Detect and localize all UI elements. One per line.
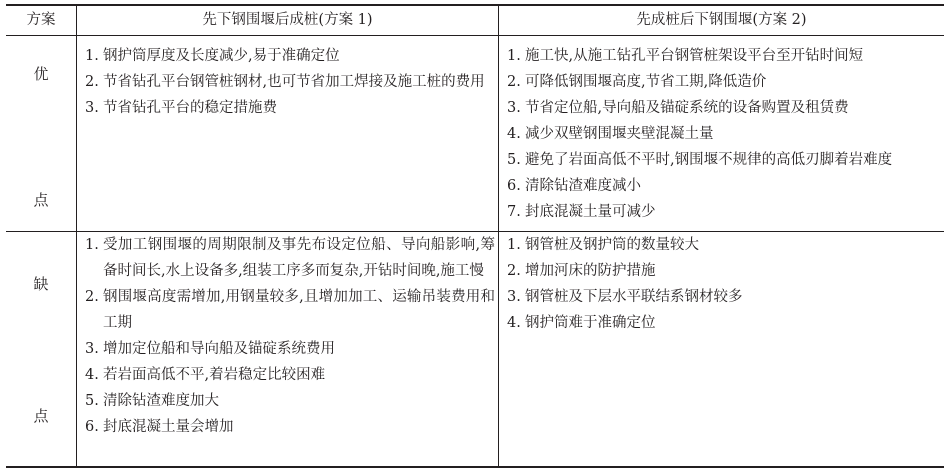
header-label-column: 方案 xyxy=(26,12,56,28)
list-item-text: 钢管桩及钢护筒的数量较大 xyxy=(525,237,699,253)
list-item-text: 清除钻渣难度加大 xyxy=(103,393,219,409)
list-item-text: 封底混凝土量会增加 xyxy=(103,419,234,435)
list-item-number: 4. xyxy=(85,367,99,383)
list-item xyxy=(85,362,495,388)
list-item xyxy=(507,43,941,69)
list-item-number: 1. xyxy=(85,237,99,253)
header-rule xyxy=(6,35,944,36)
list-item-text: 节省钻孔平台的稳定措施费 xyxy=(103,100,277,116)
list-item-text: 受加工钢围堰的周期限制及事先布设定位船、导向船影响,筹备时间长,水上设备多,组装工序多而复杂,开钻时间晚,施工慢 xyxy=(103,237,495,279)
list-item xyxy=(85,284,495,336)
list-item-number: 3. xyxy=(507,289,521,305)
list-item xyxy=(85,414,495,440)
list-item-number: 2. xyxy=(85,289,99,305)
list-item-number: 2. xyxy=(85,74,99,90)
list-item-text: 钢护筒难于准确定位 xyxy=(525,315,656,331)
list-item xyxy=(507,258,941,284)
list-item xyxy=(85,336,495,362)
disadvantages-label-top: 缺 xyxy=(33,275,49,293)
list-item-text: 施工快,从施工钻孔平台钢管桩架设平台至开钻时间短 xyxy=(525,48,864,64)
list-item xyxy=(507,69,941,95)
list-item-text: 清除钻渣难度减小 xyxy=(525,178,641,194)
list-item-number: 6. xyxy=(507,178,521,194)
comparison-table xyxy=(6,4,944,468)
list-item-text: 避免了岩面高低不平时,钢围堰不规律的高低刃脚着岩难度 xyxy=(525,152,893,168)
list-item-number: 6. xyxy=(85,419,99,435)
list-item-number: 3. xyxy=(85,100,99,116)
list-item xyxy=(507,284,941,310)
list-item xyxy=(507,199,941,225)
list-item xyxy=(85,95,495,121)
list-item-number: 5. xyxy=(85,393,99,409)
advantages-plan1-cell xyxy=(85,43,495,121)
list-item-text: 钢管桩及下层水平联结系钢材较多 xyxy=(525,289,743,305)
list-item xyxy=(507,121,941,147)
list-item-text: 节省钻孔平台钢管桩钢材,也可节省加工焊接及施工桩的费用 xyxy=(103,74,485,90)
list-item xyxy=(507,95,941,121)
list-item-number: 2. xyxy=(507,263,521,279)
disadvantages-plan1-cell xyxy=(85,232,495,440)
list-item-number: 3. xyxy=(85,341,99,357)
list-item xyxy=(507,232,941,258)
list-item-text: 减少双壁钢围堰夹壁混凝土量 xyxy=(525,126,714,142)
advantages-label-bottom: 点 xyxy=(33,191,49,209)
list-item xyxy=(85,69,495,95)
list-item-number: 7. xyxy=(507,204,521,220)
list-item-number: 4. xyxy=(507,315,521,331)
list-item xyxy=(507,173,941,199)
list-item-number: 1. xyxy=(85,48,99,64)
disadvantages-label-bottom: 点 xyxy=(33,407,49,425)
list-item-text: 可降低钢围堰高度,节省工期,降低造价 xyxy=(525,74,767,90)
table-bottom-rule xyxy=(6,466,944,468)
advantages-label-top: 优 xyxy=(33,65,49,83)
list-item-number: 3. xyxy=(507,100,521,116)
list-item xyxy=(507,147,941,173)
disadvantages-plan2-cell xyxy=(507,232,941,336)
header-plan1: 先下钢围堰后成桩(方案 1) xyxy=(202,12,373,28)
list-item xyxy=(85,388,495,414)
list-item-number: 1. xyxy=(507,48,521,64)
list-item-text: 节省定位船,导向船及锚碇系统的设备购置及租赁费 xyxy=(525,100,849,116)
list-item xyxy=(85,232,495,284)
header-plan2: 先成桩后下钢围堰(方案 2) xyxy=(636,12,807,28)
list-item-text: 增加河床的防护措施 xyxy=(525,263,656,279)
list-item-number: 5. xyxy=(507,152,521,168)
list-item-text: 钢围堰高度需增加,用钢量较多,且增加加工、运输吊装费用和工期 xyxy=(103,289,495,331)
list-item xyxy=(507,310,941,336)
list-item-text: 若岩面高低不平,着岩稳定比较困难 xyxy=(103,367,326,383)
table-top-rule xyxy=(6,4,944,6)
column-divider-label xyxy=(76,4,77,468)
list-item-number: 4. xyxy=(507,126,521,142)
list-item-text: 封底混凝土量可减少 xyxy=(525,204,656,220)
list-item-text: 增加定位船和导向船及锚碇系统费用 xyxy=(103,341,335,357)
list-item xyxy=(85,43,495,69)
list-item-text: 钢护筒厚度及长度减少,易于准确定位 xyxy=(103,48,340,64)
advantages-plan2-cell xyxy=(507,43,941,225)
list-item-number: 1. xyxy=(507,237,521,253)
column-divider-plans xyxy=(498,4,499,468)
list-item-number: 2. xyxy=(507,74,521,90)
